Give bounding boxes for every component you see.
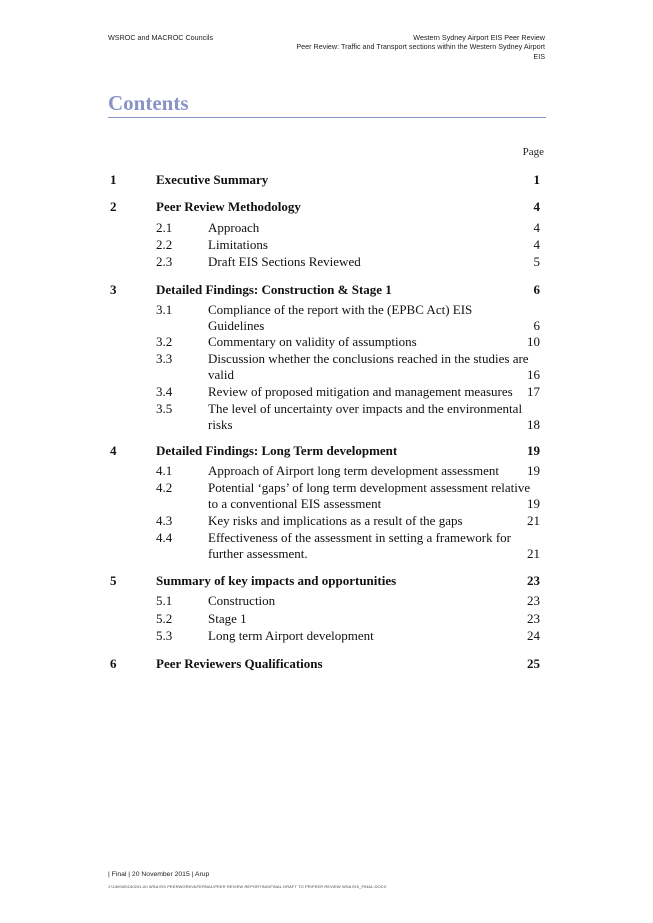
toc-page-number: 24	[527, 628, 540, 643]
toc-page-number: 23	[527, 611, 540, 626]
toc-page-number: 23	[527, 593, 540, 608]
toc-subsection[interactable]	[108, 593, 540, 609]
toc-subsection-title: Commentary on validity of assumptions	[208, 334, 417, 349]
toc-subsection[interactable]	[108, 628, 540, 644]
toc-subsection[interactable]	[108, 480, 540, 512]
toc-section-4[interactable]	[108, 443, 540, 459]
toc-page-number: 6	[533, 282, 540, 297]
toc-subsection[interactable]	[108, 254, 540, 270]
toc-subsection-title: Effectiveness of the assessment in setting a framework for further assessment.	[208, 530, 511, 561]
toc-subsection-number: 5.1	[156, 593, 173, 608]
toc-section-number: 6	[110, 656, 117, 671]
toc-section-number: 3	[110, 282, 117, 297]
toc-section-6[interactable]	[108, 656, 540, 672]
toc-subsection-number: 2.2	[156, 237, 173, 252]
footer-line: | Final | 20 November 2015 | Arup	[108, 871, 210, 878]
toc-section-1[interactable]	[108, 172, 540, 188]
toc-page-number: 1	[533, 172, 540, 187]
toc-subsection-number: 3.4	[156, 384, 173, 399]
title-rule	[108, 117, 546, 118]
toc-subsection-title: The level of uncertainty over impacts and the environmental risks	[208, 401, 523, 432]
footer-file-path: J:\240000\240241-00 WSA EIS PEERWORK\INTERNAL\PEER REVIEW REPORTING\FINAL DRAFT TO PR\PEER REVIEW WSA EIS_FINAL.DOCX	[108, 884, 387, 889]
header-right-line: Peer Review: Traffic and Transport sections within the Western Sydney Airport	[296, 42, 545, 52]
toc-subsection-number: 3.2	[156, 334, 173, 349]
toc-subsection-number: 3.1	[156, 302, 173, 317]
toc-subsection[interactable]	[108, 401, 540, 433]
toc-subsection-title: Review of proposed mitigation and management measures	[208, 384, 513, 399]
toc-subsection[interactable]	[108, 530, 540, 562]
toc-subsection-title: Approach of Airport long term development assessment	[208, 463, 499, 478]
toc-section-5[interactable]	[108, 573, 540, 589]
toc-page-number: 19	[527, 463, 540, 478]
toc-section-title: Summary of key impacts and opportunities	[156, 573, 397, 588]
toc-page-number: 19	[527, 443, 540, 458]
toc-page-number: 10	[527, 334, 540, 349]
toc-subsection-number: 2.3	[156, 254, 173, 269]
page-column-label: Page	[522, 146, 544, 158]
toc-page-number: 21	[527, 513, 540, 528]
toc-page-number: 21	[527, 546, 540, 561]
toc-subsection-title: Potential ‘gaps’ of long term development assessment relative to a conventional EIS assessment	[208, 480, 531, 511]
header-right	[245, 33, 545, 61]
toc-section-2[interactable]	[108, 199, 540, 215]
toc-subsection-title: Approach	[208, 220, 260, 235]
toc-page-number: 4	[533, 220, 540, 235]
toc-subsection[interactable]	[108, 513, 540, 529]
toc-section-title: Executive Summary	[156, 172, 269, 187]
toc-subsection-number: 4.1	[156, 463, 173, 478]
toc-subsection[interactable]	[108, 463, 540, 479]
toc-page-number: 19	[527, 496, 540, 511]
toc-subsection-title: Limitations	[208, 237, 268, 252]
toc-subsection-title: Draft EIS Sections Reviewed	[208, 254, 361, 269]
toc-subsection-number: 4.3	[156, 513, 173, 528]
toc-page-number: 23	[527, 573, 540, 588]
toc-section-title: Peer Review Methodology	[156, 199, 301, 214]
toc-subsection-title: Key risks and implications as a result of the gaps	[208, 513, 463, 528]
toc-subsection-number: 4.4	[156, 530, 173, 545]
toc-subsection[interactable]	[108, 302, 540, 334]
page-title: Contents	[108, 91, 189, 115]
toc-subsection-number: 3.3	[156, 351, 173, 366]
header-right-line: Western Sydney Airport EIS Peer Review	[413, 33, 545, 42]
toc-page-number: 16	[527, 367, 540, 382]
toc-subsection-number: 2.1	[156, 220, 173, 235]
toc-subsection-number: 3.5	[156, 401, 173, 416]
toc-page-number: 6	[533, 318, 540, 333]
toc-section-3[interactable]	[108, 282, 540, 298]
toc-subsection-title: Compliance of the report with the (EPBC Act) EIS Guidelines	[208, 302, 473, 333]
toc-section-number: 1	[110, 172, 117, 187]
toc-section-number: 5	[110, 573, 117, 588]
toc-subsection-number: 5.3	[156, 628, 173, 643]
header-left: WSROC and MACROC Councils	[108, 33, 214, 42]
toc-page-number: 4	[533, 199, 540, 214]
toc-subsection-title: Long term Airport development	[208, 628, 374, 643]
toc-section-number: 2	[110, 199, 117, 214]
toc-subsection[interactable]	[108, 384, 540, 400]
toc-subsection[interactable]	[108, 351, 540, 383]
toc-page-number: 18	[527, 417, 540, 432]
toc-page-number: 17	[527, 384, 540, 399]
toc-subsection-title: Stage 1	[208, 611, 247, 626]
header-right-line: EIS	[533, 51, 545, 61]
toc-subsection[interactable]	[108, 237, 540, 253]
toc-subsection[interactable]	[108, 334, 540, 350]
toc-section-title: Detailed Findings: Long Term development	[156, 443, 398, 458]
toc-section-number: 4	[110, 443, 117, 458]
toc-page-number: 25	[527, 656, 540, 671]
toc-subsection-number: 5.2	[156, 611, 173, 626]
toc-subsection-title: Construction	[208, 593, 276, 608]
toc-page-number: 4	[533, 237, 540, 252]
toc-subsection[interactable]	[108, 220, 540, 236]
toc-section-title: Peer Reviewers Qualifications	[156, 656, 323, 671]
toc-subsection-title: Discussion whether the conclusions reached in the studies are valid	[208, 351, 529, 382]
toc-page-number: 5	[533, 254, 540, 269]
toc-subsection[interactable]	[108, 611, 540, 627]
toc-subsection-number: 4.2	[156, 480, 173, 495]
toc-section-title: Detailed Findings: Construction & Stage 1	[156, 282, 392, 297]
